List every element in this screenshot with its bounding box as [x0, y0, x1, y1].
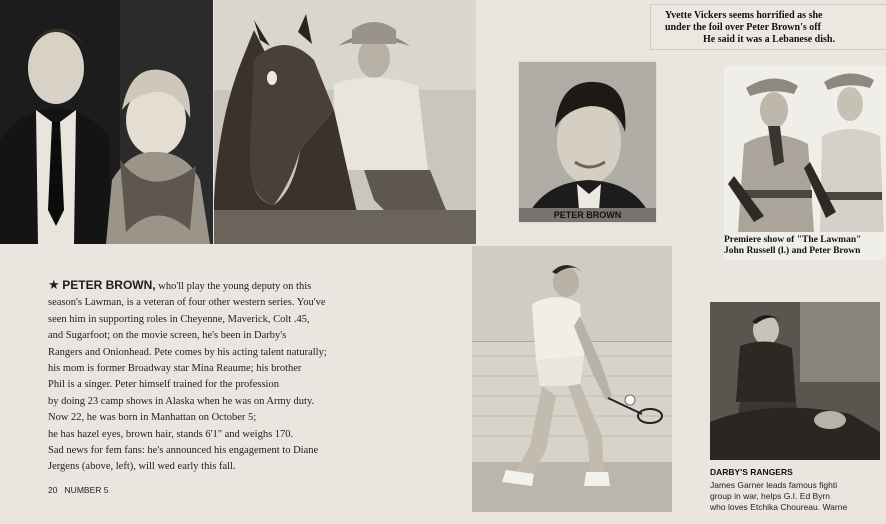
page-footer: 20 NUMBER 5	[48, 485, 109, 495]
yvette-caption-box	[650, 4, 886, 50]
article-line-0	[48, 277, 327, 295]
horse-illustration	[214, 0, 476, 244]
article-line-7: by doing 23 camp shows in Alaska when he was on Army duty.	[48, 395, 315, 407]
article-line-6: Phil is a singer. Peter himself trained for the profession	[48, 379, 279, 391]
article-line-9: he has hazel eyes, brown hair, stands 6'1" and weighs 170.	[48, 428, 294, 440]
lawman-illustration	[724, 66, 886, 232]
article-line-4: Rangers and Onionhead. Pete comes by his acting talent naturally;	[48, 346, 327, 358]
lawman-caption-line1: Premiere show of "The Lawman"	[724, 235, 862, 245]
portrait-label: PETER BROWN	[553, 210, 622, 220]
article-line-1: season's Lawman, is a veteran of four other western series. You've	[48, 297, 326, 309]
yvette-caption-line2: under the foil over Peter Brown's off	[665, 22, 821, 33]
star-icon: ★	[48, 277, 60, 292]
darbys-title: DARBY'S RANGERS	[710, 467, 793, 477]
couple-illustration	[0, 0, 213, 244]
darbys-line3: who loves Etchika Choureau. Warne	[710, 502, 848, 512]
portrait-illustration	[519, 62, 656, 210]
photo-lawman	[724, 66, 886, 260]
lawman-caption-line2: John Russell (l.) and Peter Brown	[724, 246, 861, 256]
article-line-0-text: who'll play the young deputy on this	[155, 281, 312, 292]
article-line-11: Jergens (above, left), will wed early this fall.	[48, 461, 236, 473]
article-line-3: and Sugarfoot; on the movie screen, he's been in Darby's	[48, 330, 287, 342]
darbys-illustration	[710, 302, 880, 460]
article-line-5: his mom is former Broadway star Mina Reaume; his brother	[48, 363, 302, 375]
photo-horse-rider	[214, 0, 476, 244]
darbys-line2: group in war, helps G.I. Ed Byrn	[710, 491, 831, 501]
portrait-clip	[519, 62, 656, 222]
darbys-line1: James Garner leads famous fighti	[710, 480, 838, 490]
tennis-illustration	[472, 246, 672, 512]
portrait-label-bar	[519, 208, 656, 222]
article-lead-name: PETER BROWN,	[62, 278, 156, 292]
photo-tennis	[472, 246, 672, 512]
photo-peter-and-diane	[0, 0, 213, 244]
photo-darbys-rangers	[710, 302, 880, 460]
article-body	[48, 277, 327, 476]
yvette-caption-line3: He said it was a Lebanese dish.	[703, 34, 835, 45]
yvette-caption-line1: Yvette Vickers seems horrified as she	[665, 10, 823, 21]
article-line-10: Sad news for fem fans: he's announced his engagement to Diane	[48, 445, 319, 457]
article-line-2: seen him in supporting roles in Cheyenne, Maverick, Colt .45,	[48, 313, 310, 325]
article-line-8: Now 22, he was born in Manhattan on October 5;	[48, 412, 257, 424]
